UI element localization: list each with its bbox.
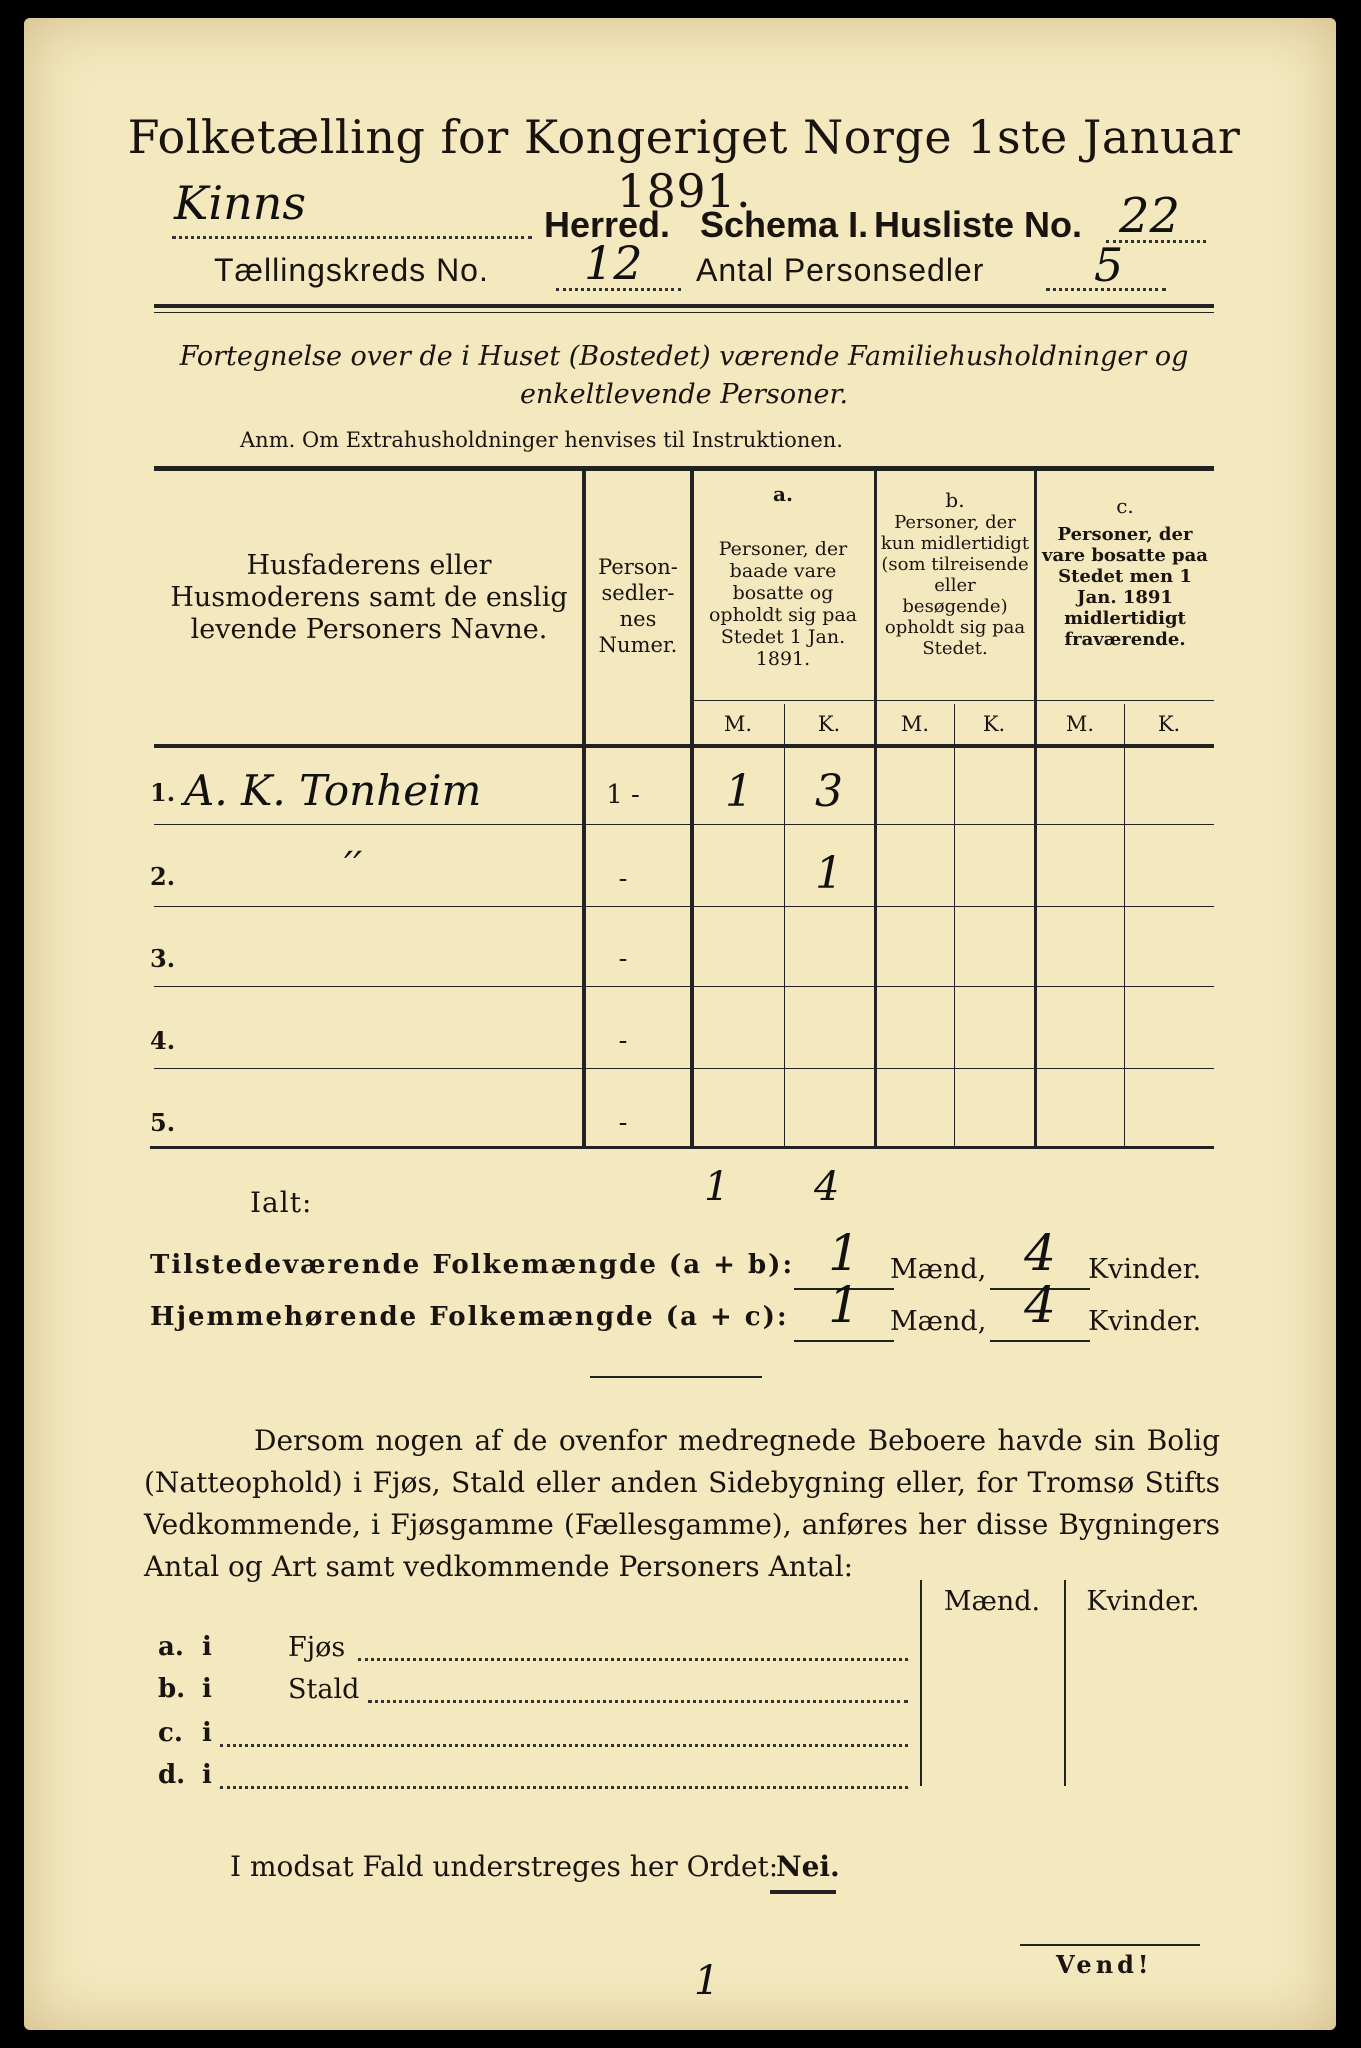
col-b-letter: b. — [945, 488, 965, 512]
hjem-label: Hjemmehørende Folkemængde (a + c): — [150, 1302, 789, 1332]
row-number: 2. — [150, 862, 176, 891]
hjem-m: 1 — [828, 1276, 860, 1334]
hjem-k-line — [990, 1340, 1090, 1342]
row-rule — [154, 906, 1214, 907]
col-numer-header: Person-sedler-nes Numer. — [598, 555, 678, 657]
building-dots — [220, 1786, 908, 1789]
buildings-kvinder-header: Kvinder. — [1086, 1586, 1200, 1617]
col-c-k: K. — [1157, 712, 1181, 736]
nei-sentence: I modsat Fald understreges her Ordet: — [230, 1850, 779, 1883]
row-name: A. K. Tonheim — [184, 766, 482, 815]
building-dots — [358, 1658, 908, 1661]
tilst-m: 1 — [828, 1224, 860, 1282]
col-a-header: Personer, der baade vare bosatte og opholdt sig paa Stedet 1 Jan. 1891. — [708, 538, 858, 670]
herred-dots — [172, 236, 532, 239]
col-divider-4 — [1034, 470, 1037, 1146]
col-a-k: K. — [817, 712, 841, 736]
row-name: ′′ — [344, 844, 363, 890]
col-c-header: Personer, der vare bosatte paa Stedet men 1 Jan. 1891 midlertidigt fraværende. — [1042, 524, 1208, 650]
col-divider-2 — [690, 470, 694, 1146]
col-b-header: Personer, der kun midlertidigt (som tilreisende eller besøgende) opholdt sig paa Stedet. — [880, 512, 1030, 659]
building-letter: a. — [158, 1632, 184, 1662]
kreds-dots — [556, 288, 681, 291]
building-label: Fjøs — [288, 1632, 346, 1663]
row-number: 5. — [150, 1108, 176, 1137]
col-c-letter: c. — [1116, 494, 1134, 518]
row-a-k: 3 — [815, 766, 843, 817]
row-rule — [154, 986, 1214, 987]
census-form-page — [24, 18, 1336, 2030]
buildings-col-divider-1 — [920, 1580, 922, 1786]
col-c-m: M. — [1065, 712, 1095, 736]
buildings-col-divider-2 — [1064, 1580, 1066, 1786]
col-divider-3 — [874, 470, 877, 1146]
col-divider-b-mk — [954, 704, 955, 1146]
col-a-letter: a. — [773, 482, 793, 506]
page-mark: 1 — [694, 1958, 720, 2004]
nei-underline — [770, 1890, 836, 1894]
building-letter: b. — [158, 1674, 186, 1704]
tilst-kvinder: Kvinder. — [1088, 1254, 1202, 1285]
col-names-header: Husfaderens eller Husmoderens samt de enslig levende Personers Navne. — [170, 550, 568, 645]
col-divider-1 — [582, 470, 586, 1146]
col-b-m: M. — [900, 712, 930, 736]
building-i: i — [202, 1632, 212, 1662]
antal-value: 5 — [1094, 238, 1124, 292]
hjem-k: 4 — [1024, 1276, 1056, 1334]
ialt-label: Ialt: — [250, 1186, 313, 1219]
buildings-paragraph: Dersom nogen af de ovenfor medregnede Beboere havde sin Bolig (Natteophold) i Fjøs, Stald eller anden Sidebygning eller, for Tromsø Stifts Vedkommende, i Fjøsgamme (Fællesgamme), anføres her disse Bygningers Antal og Art samt vedkommende Personers Antal: — [144, 1424, 1220, 1583]
building-dots — [368, 1700, 908, 1703]
hjem-kvinder: Kvinder. — [1088, 1306, 1202, 1337]
herred-value: Kinns — [174, 176, 306, 230]
kreds-value: 12 — [584, 236, 643, 290]
col-divider-c-mk — [1124, 704, 1125, 1146]
anm-note: Anm. Om Extrahusholdninger henvises til Instruktionen. — [240, 428, 843, 452]
intro-text: Fortegnelse over de i Huset (Bostedet) værende Familiehusholdninger og enkeltlevende Personer. — [179, 341, 1189, 410]
row-numer: - — [618, 864, 628, 894]
kreds-label: Tællingskreds No. — [214, 252, 489, 288]
ialt-k: 4 — [814, 1164, 840, 1210]
row-number: 1. — [150, 778, 176, 807]
row-numer: - — [618, 1026, 628, 1056]
row-a-m: 1 — [725, 766, 753, 817]
table-bottom-rule — [150, 1146, 1214, 1149]
separator-rule — [590, 1376, 762, 1378]
col-divider-a-mk — [784, 704, 785, 1146]
building-dots — [220, 1744, 908, 1747]
building-label: Stald — [288, 1674, 360, 1705]
tilst-label: Tilstedeværende Folkemængde (a + b): — [150, 1250, 795, 1280]
table-top-rule — [154, 466, 1214, 471]
row-rule — [154, 1068, 1214, 1069]
col-a-m: M. — [723, 712, 753, 736]
schema-label: Schema I. — [700, 204, 869, 245]
mk-rule — [692, 700, 1214, 701]
form-title: Folketælling for Kongeriget Norge 1ste Januar 1891. — [127, 110, 1241, 218]
top-rule-thin — [154, 312, 1214, 313]
vend-rule — [1020, 1944, 1200, 1946]
ialt-m: 1 — [704, 1164, 730, 1210]
nei-word: Nei. — [776, 1850, 840, 1883]
building-i: i — [202, 1718, 212, 1748]
row-numer: 1 - — [606, 780, 640, 810]
tilst-maend: Mænd, — [890, 1254, 987, 1285]
tilst-k: 4 — [1024, 1224, 1056, 1282]
hjem-m-line — [794, 1340, 894, 1342]
row-numer: - — [618, 944, 628, 974]
husliste-label: Husliste No. — [874, 204, 1083, 245]
antal-dots — [1046, 288, 1166, 291]
building-i: i — [202, 1674, 212, 1704]
row-a-k: 1 — [815, 848, 843, 899]
col-b-k: K. — [982, 712, 1006, 736]
vend-label: Vend! — [1056, 1950, 1153, 1979]
building-letter: c. — [158, 1718, 183, 1748]
building-letter: d. — [158, 1760, 186, 1790]
antal-label: Antal Personsedler — [696, 252, 985, 288]
buildings-maend-header: Mænd. — [943, 1586, 1041, 1617]
husliste-value: 22 — [1119, 188, 1181, 244]
hjem-maend: Mænd, — [890, 1306, 987, 1337]
herred-label: Herred. — [544, 204, 671, 245]
row-number: 4. — [150, 1026, 176, 1055]
row-number: 3. — [150, 944, 176, 973]
row-numer: - — [618, 1108, 628, 1138]
building-i: i — [202, 1760, 212, 1790]
table-header-rule — [154, 744, 1214, 748]
top-rule — [154, 304, 1214, 308]
row-rule — [154, 824, 1214, 825]
